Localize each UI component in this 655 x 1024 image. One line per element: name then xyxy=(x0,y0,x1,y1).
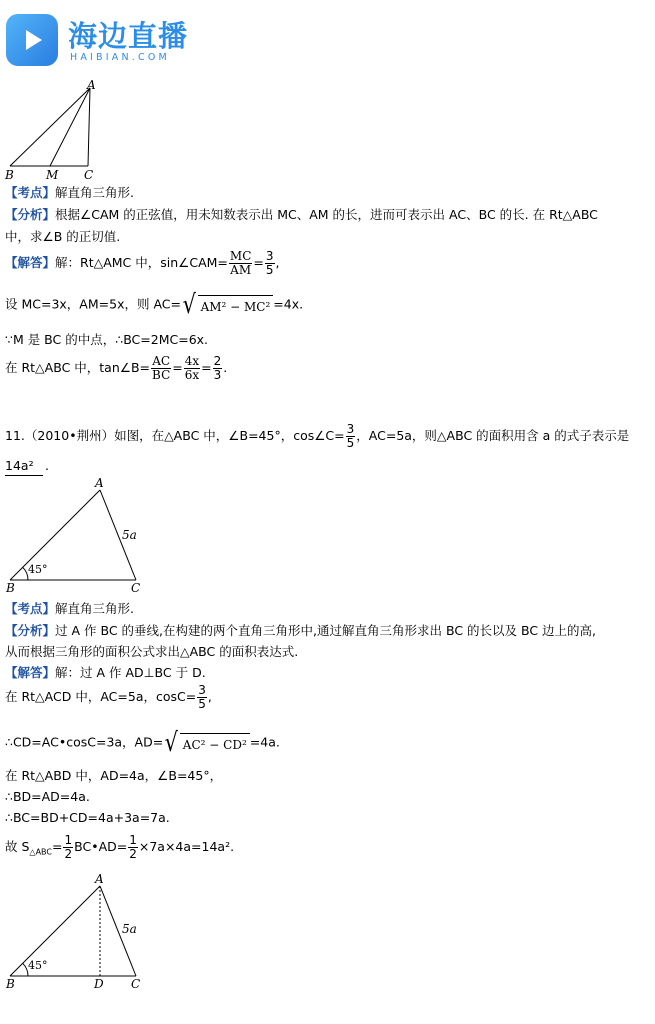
p11-fenxi-1: 【分析】过 A 作 BC 的垂线,在构建的两个直角三角形中,通过解直角三角形求出 BC 的长以及 BC 边上的高, xyxy=(5,623,597,638)
p10-line2: 设 MC=3x，AM=5x，则 AC=√ AM² − MC² =4x. xyxy=(5,290,304,320)
p11-step5: ∴BC=BD+CD=4a+3a=7a. xyxy=(5,810,170,825)
logo-subtitle: HAIBIAN.COM xyxy=(70,52,170,63)
p11-step4: ∴BD=AD=4a. xyxy=(5,789,90,804)
p11-step2: ∴CD=AC•cosC=3a，AD=√ AC² − CD² =4a. xyxy=(5,728,280,758)
fig3-label-side: 5a xyxy=(122,922,137,936)
fig3-label-b: B xyxy=(6,977,15,991)
fig1-label-a: A xyxy=(87,78,96,92)
kaodian-tag: 【考点】 xyxy=(5,185,56,200)
p10-fenxi-1 xyxy=(5,206,598,224)
fig2-label-b: B xyxy=(6,581,15,595)
answer-blank: 14a² xyxy=(5,457,43,476)
fig1-label-c: C xyxy=(84,168,94,182)
jieda-tag: 【解答】 xyxy=(5,255,56,270)
fenxi-tag: 【分析】 xyxy=(5,207,56,222)
play-icon xyxy=(6,14,58,66)
fig3-label-c: C xyxy=(131,977,141,991)
fraction-half-1: $\frac{1}{2}$ xyxy=(64,833,73,861)
fraction-2-3: $\frac{2}{3}$ xyxy=(213,354,222,382)
fraction-mc-am: $\frac{MC}{AM}$ xyxy=(229,249,252,277)
fenxi-text: 根据∠CAM 的正弦值，用未知数表示出 MC、AM 的长，进而可表示出 AC、BC 的长. 在 Rt△ABC xyxy=(55,207,598,222)
fig3-label-angle: 45° xyxy=(28,959,48,972)
p10-line3: ∵M 是 BC 的中点，∴BC=2MC=6x. xyxy=(5,332,209,347)
fig2-label-a: A xyxy=(95,476,104,490)
p11-step6: 故 $S_{\triangle ABC}=$ $\frac{1}{2}$ BC•AD= $\frac{1}{2}$ ×7a×4a=14a². xyxy=(5,833,235,861)
fig3-label-d: D xyxy=(94,977,104,991)
p11-step3: 在 Rt△ABD 中，AD=4a，∠B=45°， xyxy=(5,768,223,783)
fig3-label-a: A xyxy=(95,872,104,886)
fraction-ac-bc: $\frac{AC}{BC}$ xyxy=(152,354,171,382)
fig1-label-b: B xyxy=(5,168,14,182)
p11-question: 11.（2010•荆州）如图，在△ABC 中，∠B=45°，cos∠C= $\frac{3}{5}$ ，AC=5a，则△ABC 的面积用含 a 的式子表示是 xyxy=(5,422,630,450)
kaodian-text: 解直角三角形. xyxy=(55,185,134,200)
sqrt-ac-cd: √ AC² − CD² xyxy=(163,731,250,755)
p11-answer: 14a² . xyxy=(5,457,49,476)
fraction-3-5: $\frac{3}{5}$ xyxy=(265,249,274,277)
fraction-4x-6x: $\frac{4x}{6x}$ xyxy=(184,354,200,382)
p11-jieda: 【解答】解：过 A 作 AD⊥BC 于 D. xyxy=(5,665,206,680)
p10-fenxi-2: 中，求∠B 的正切值. xyxy=(5,229,121,244)
jieda-text: 解：Rt△AMC 中，sin∠CAM= xyxy=(55,255,228,270)
sqrt-expression: √ AM² − MC² xyxy=(181,293,273,317)
fig1-label-m: M xyxy=(46,168,59,182)
p11-fenxi-2: 从而根据三角形的面积公式求出△ABC 的面积表达式. xyxy=(5,644,299,659)
p11-kaodian: 【考点】解直角三角形. xyxy=(5,601,134,616)
p11-step1: 在 Rt△ACD 中，AC=5a，cosC= $\frac{3}{5}$ , xyxy=(5,683,212,711)
fig2-label-side: 5a xyxy=(122,528,137,542)
fig2-label-angle: 45° xyxy=(28,563,48,576)
fraction-cosc: $\frac{3}{5}$ xyxy=(198,683,206,711)
p10-kaodian xyxy=(5,184,134,202)
logo-title: 海边直播 xyxy=(68,19,189,53)
logo xyxy=(6,12,226,66)
fraction-half-2: $\frac{1}{2}$ xyxy=(129,833,137,861)
p10-jieda: 【解答】解：Rt△AMC 中，sin∠CAM= $\frac{MC}{AM}$ = $\frac{3}{5}$ , xyxy=(5,249,280,277)
fig2-label-c: C xyxy=(131,581,141,595)
fraction-q-3-5: $\frac{3}{5}$ xyxy=(346,422,355,450)
p10-line4: 在 Rt△ABC 中，tan∠B= $\frac{AC}{BC}$ = $\frac{4x}{6x}$ = $\frac{2}{3}$ . xyxy=(5,354,228,382)
